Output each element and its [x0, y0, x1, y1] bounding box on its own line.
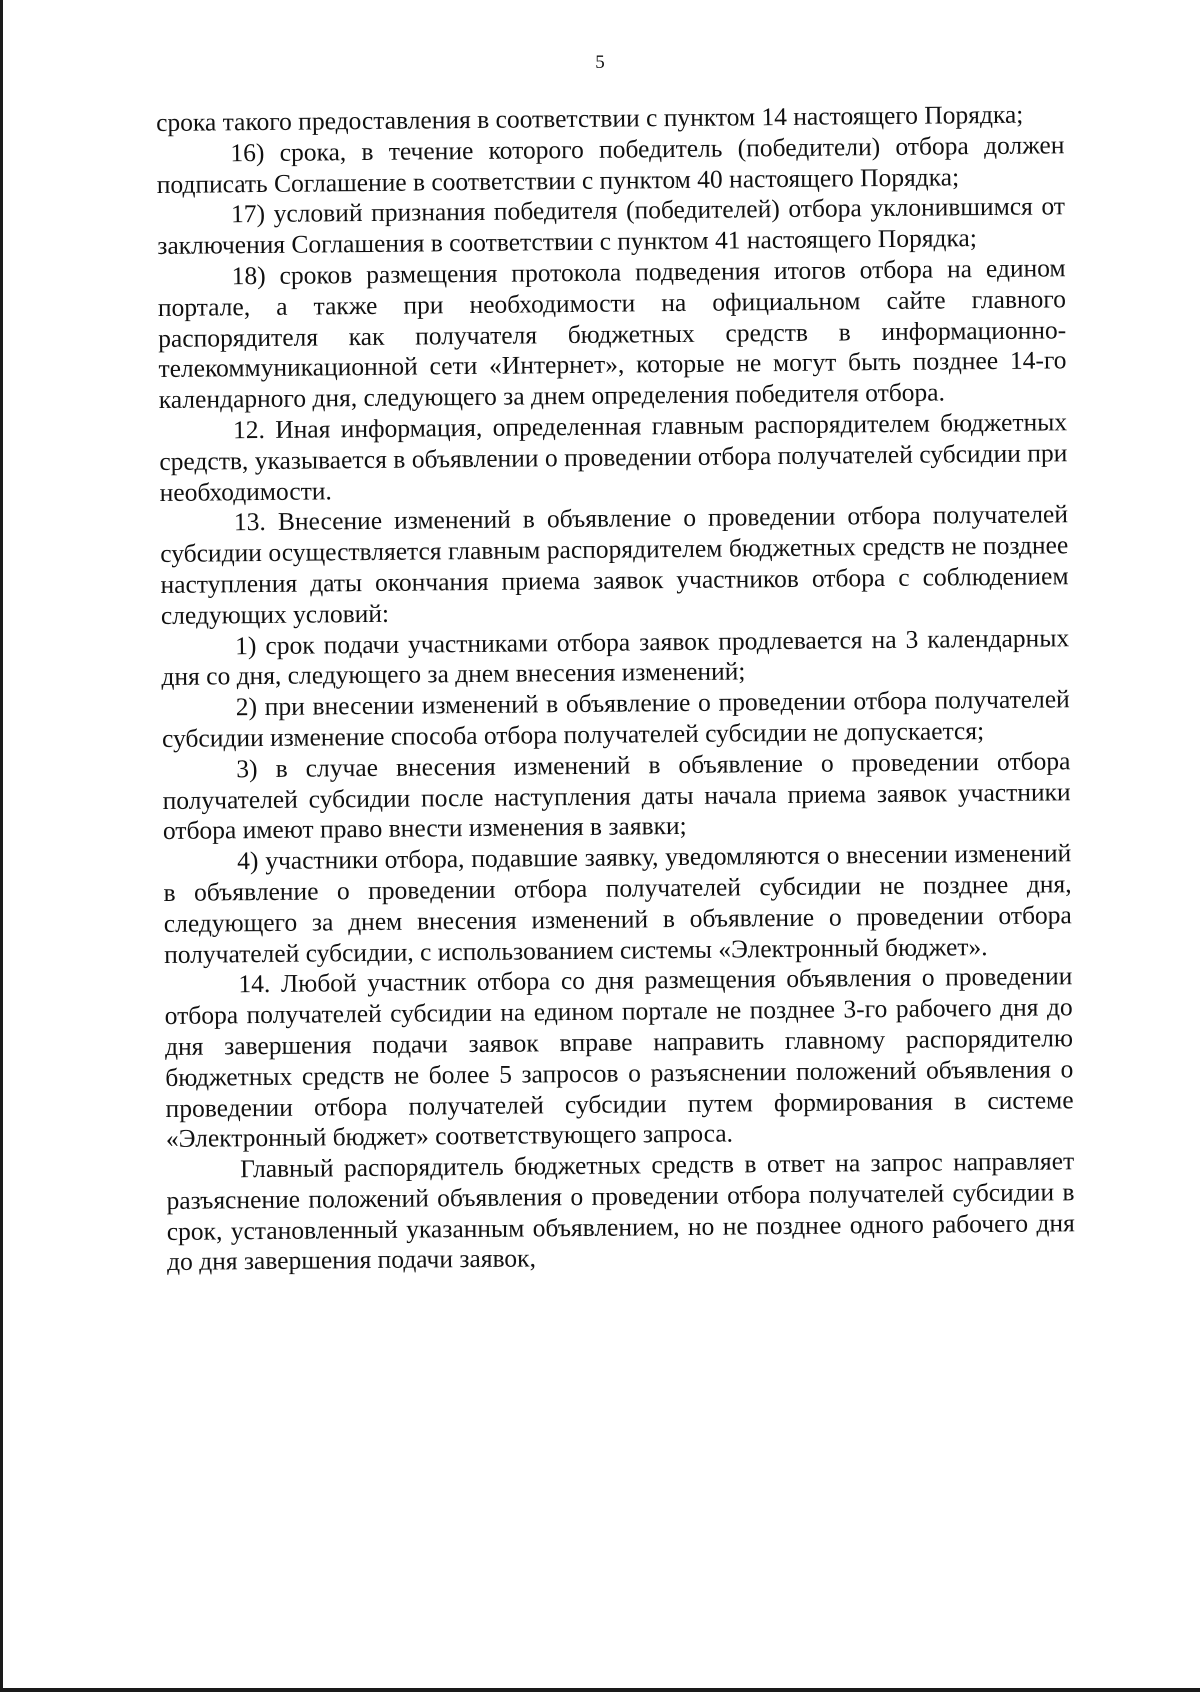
scan-edge-bottom: [0, 1688, 1200, 1692]
paragraph-clause-14-response: Главный распорядитель бюджетных средств в ответ на запрос направляет разъяснение положений объявления о проведении отбора получателей субсидии в срок, установленный указанным объявлением, но не позднее одного рабочего дня до дня завершения подачи заявок,: [166, 1146, 1075, 1277]
page-number: 5: [595, 52, 605, 73]
paragraph-subitem-1: 1) срок подачи участниками отбора заявок продлевается на 3 календарных дня со дня, следующего за днем внесения изменений;: [161, 622, 1070, 692]
paragraph-item-16: 16) срока, в течение которого победитель (победители) отбора должен подписать Соглашение в соответствии с пунктом 40 настоящего Порядка;: [156, 130, 1065, 199]
paragraph-subitem-3: 3) в случае внесения изменений в объявление о проведении отбора получателей субсидии после наступления даты начала приема заявок участники отбора имеют право внести изменения в заявки;: [162, 745, 1071, 846]
paragraph-item-18: 18) сроков размещения протокола подведения итогов отбора на едином портале, а также при необходимости на официальном сайте главного распорядителя как получателя бюджетных средств в информационно-телекоммуникационной сети «Интернет», которые не могут быть позднее 14-го календарного дня, следующего за днем определения победителя отбора.: [157, 253, 1067, 415]
paragraph-clause-12: 12. Иная информация, определенная главным распорядителем бюджетных средств, указывается в объявлении о проведении отбора получателей субсидии при необходимости.: [159, 407, 1068, 507]
paragraph-clause-14: 14. Любой участник отбора со дня размещения объявления о проведении отбора получателей субсидии на едином портале не позднее 3-го рабочего дня до дня завершения подачи заявок вправе направить главному распорядителю бюджетных средств не более 5 запросов о разъяснении положений объявления о проведении отбора получателей субсидии путем формирования в системе «Электронный бюджет» соответствующего запроса.: [164, 961, 1074, 1154]
paragraph-item-17: 17) условий признания победителя (победителей) отбора уклонившимся от заключения Соглашения в соответствии с пунктом 41 настоящего Порядка;: [157, 191, 1066, 261]
paragraph-subitem-2: 2) при внесении изменений в объявление о проведении отбора получателей субсидии изменение способа отбора получателей субсидии не допускается;: [161, 684, 1070, 753]
paragraph-subitem-4: 4) участники отбора, подавшие заявку, уведомляются о внесении изменений в объявление о проведении отбора получателей субсидии не позднее дня, следующего за днем внесения изменений в объявление о проведении отбора получателей субсидии, с использованием системы «Электронный бюджет».: [163, 838, 1072, 969]
paragraph-continuation: срока такого предоставления в соответствии с пунктом 14 настоящего Порядка;: [156, 99, 1024, 137]
scan-edge-left: [0, 0, 3, 1690]
document-body: [156, 99, 1075, 1278]
paragraph-clause-13: 13. Внесение изменений в объявление о проведении отбора получателей субсидии осуществляется главным распорядителем бюджетных средств не позднее наступления даты окончания приема заявок участников отбора с соблюдением следующих условий:: [160, 499, 1069, 630]
